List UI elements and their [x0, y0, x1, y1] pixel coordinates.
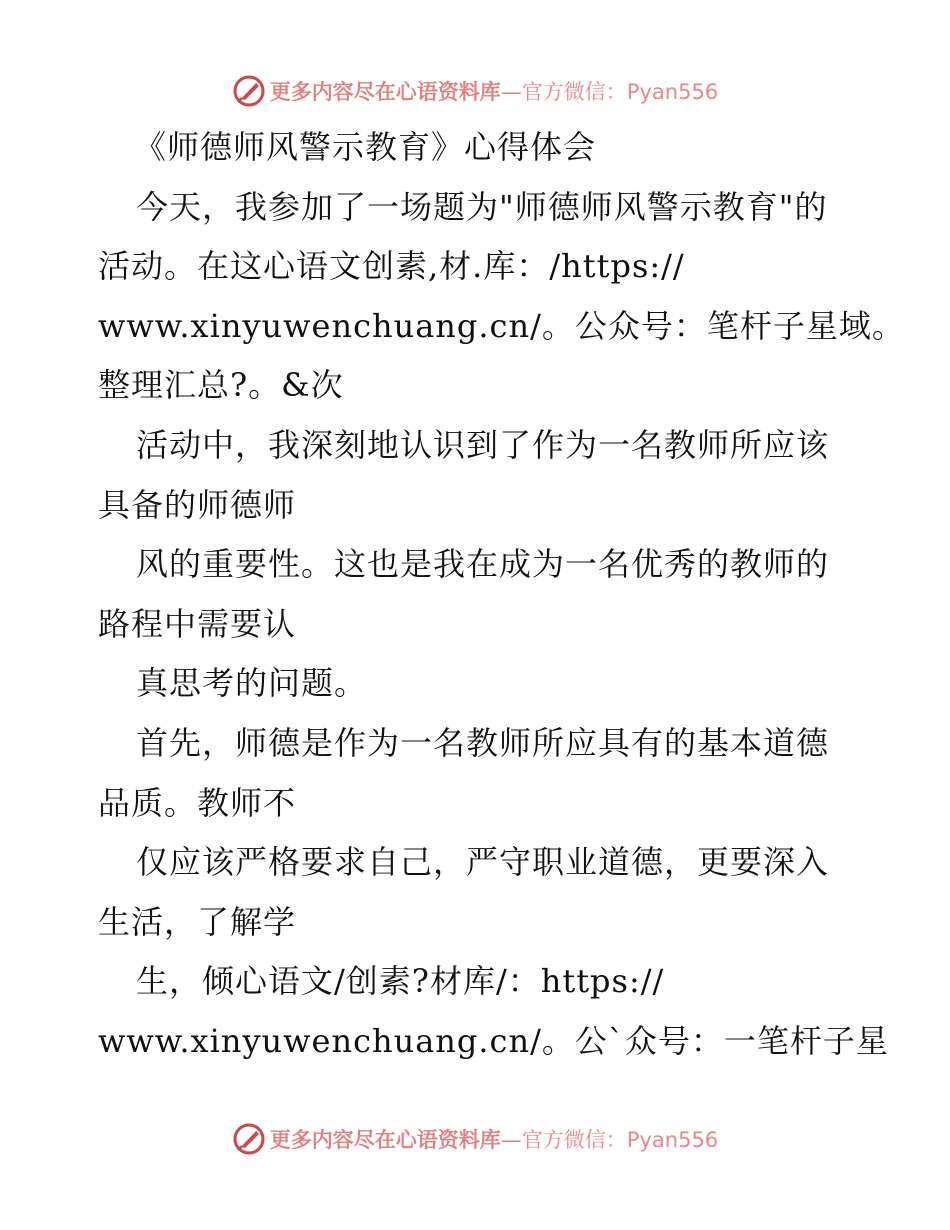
paragraph-line: 整理汇总?。&次: [98, 366, 344, 405]
paragraph-line: 生，倾心语文/创素?材库/：https://: [136, 962, 665, 1001]
paragraph-line: 活动中，我深刻地认识到了作为一名教师所应该: [136, 425, 830, 464]
paragraph-line: 首先，师德是作为一名教师所应具有的基本道德: [136, 723, 830, 762]
feather-logo-icon: [232, 74, 266, 108]
header-contact-text: 官方微信：Pyan556: [521, 80, 719, 104]
paragraph-line: 真思考的问题。: [136, 664, 368, 703]
paragraph-line: www.xinyuwenchuang.cn/。公`众号：一笔杆子星: [98, 1021, 889, 1060]
header-brand-text: 更多内容尽在心语资料库: [269, 80, 501, 104]
footer-brand-text: 更多内容尽在心语资料库: [269, 1128, 501, 1152]
paragraph-line: www.xinyuwenchuang.cn/。公众号：笔杆子星域。: [98, 306, 905, 345]
footer-banner: [0, 1119, 950, 1159]
paragraph-line: 品质。教师不: [98, 783, 297, 822]
header-banner: [0, 71, 950, 111]
paragraph-line: 今天，我参加了一场题为"师德师风警示教育"的: [136, 187, 828, 226]
paragraph-line: 活动。在这心语文创素,材.库：/https://: [98, 247, 685, 286]
paragraph-line: 生活，了解学: [98, 902, 297, 941]
header-separator: —: [500, 80, 522, 104]
paragraph-line: 具备的师德师: [98, 485, 297, 524]
paragraph-line: 风的重要性。这也是我在成为一名优秀的教师的: [136, 545, 830, 584]
footer-contact-text: 官方微信：Pyan556: [521, 1128, 719, 1152]
paragraph-line: 路程中需要认: [98, 604, 297, 643]
document-body: [98, 118, 905, 1072]
paragraph-line: 仅应该严格要求自己，严守职业道德，更要深入: [136, 843, 830, 882]
feather-logo-icon: [232, 1122, 266, 1156]
document-title: 《师德师风警示教育》心得体会: [134, 128, 597, 166]
footer-separator: —: [500, 1128, 522, 1152]
